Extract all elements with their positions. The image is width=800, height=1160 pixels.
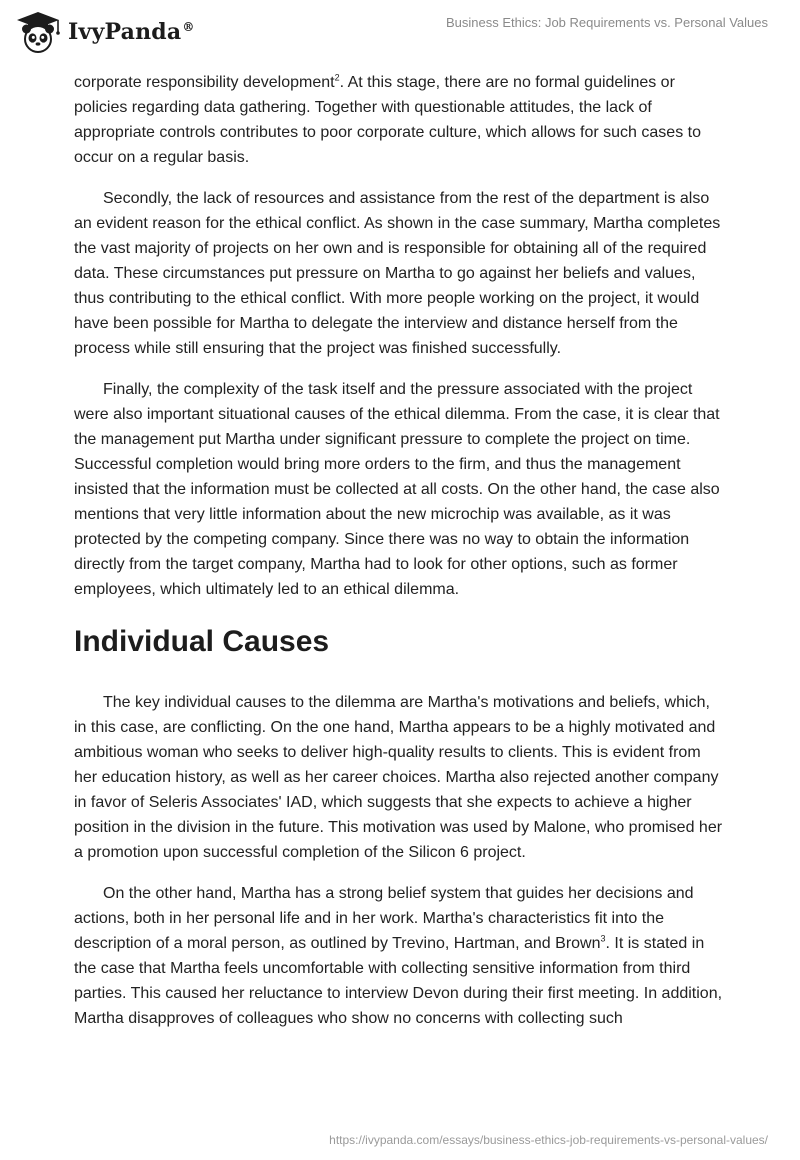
paragraph-2: Secondly, the lack of resources and assistance from the rest of the department is also an evident reason for the ethical conflict. As shown in the case summary, Martha completes the vast majority of projects on her own and is responsible for obtaining all of the required data. These circumstances put pressure on Martha to go against her beliefs and values, thus contributing to the ethical conflict. With more people working on the project, it would have been possible for Martha to delegate the interview and distance herself from the process while still ensuring that the project was finished successfully. bbox=[74, 190, 721, 357]
paragraph-5 bbox=[74, 881, 726, 1031]
registered-mark: ® bbox=[182, 19, 195, 34]
paragraph-1-text-b: . At this stage, there are no formal guidelines or policies regarding data gathering. Together with questionable attitudes, the lack of appropriate controls contributes to poor corporate culture, which allows for such cases to occur on a regular basis. bbox=[74, 74, 701, 166]
essay-body bbox=[74, 70, 726, 1047]
paragraph-1-text-a: corporate responsibility development bbox=[74, 74, 335, 91]
footnote-ref-3[interactable]: 3 bbox=[600, 933, 606, 944]
paragraph-3: Finally, the complexity of the task itself and the pressure associated with the project were also important situational causes of the ethical dilemma. From the case, it is clear that the management put Martha under significant pressure to complete the project on time. Successful completion would bring more orders to the firm, and thus the management insisted that the information must be collected at all costs. On the other hand, the case also mentions that very little information about the new microchip was available, as it was protected by the competing company. Since there was no way to obtain the information directly from the target company, Martha had to look for other options, such as former employees, which ultimately led to an ethical dilemma. bbox=[74, 381, 720, 598]
paragraph-4: The key individual causes to the dilemma are Martha's motivations and beliefs, which, in this case, are conflicting. On the one hand, Martha appears to be a highly motivated and ambitious woman who seeks to deliver high-quality results to clients. This is evident from her education history, as well as her career choices. Martha also rejected another company in favor of Seleris Associates' IAD, which suggests that she expects to achieve a higher position in the division in the future. This motivation was used by Malone, who promised her a promotion upon successful completion of the Silicon 6 project. bbox=[74, 694, 723, 861]
brand-logo[interactable] bbox=[14, 10, 195, 54]
section-heading-individual-causes: Individual Causes bbox=[74, 625, 330, 658]
paragraph-5-text-a: On the other hand, Martha has a strong belief system that guides her decisions and actions, both in her personal life and in her work. Martha's characteristics fit into the description of a moral person, as outlined by Trevino, Hartman, and Brown bbox=[74, 885, 694, 952]
paragraph-1 bbox=[74, 70, 726, 170]
footnote-ref-2[interactable]: 2 bbox=[334, 72, 340, 83]
brand-name: IvyPanda® bbox=[68, 19, 195, 45]
panda-graduate-icon bbox=[14, 10, 62, 54]
source-url[interactable]: https://ivypanda.com/essays/business-ethics-job-requirements-vs-personal-values/ bbox=[329, 1133, 768, 1147]
document-title: Business Ethics: Job Requirements vs. Personal Values bbox=[445, 15, 768, 30]
paragraph-5-text-b: . It is stated in the case that Martha feels uncomfortable with collecting sensitive information from third parties. This caused her reluctance to interview Devon during their first meeting. In addition, Martha disapproves of colleagues who show no concerns with collecting such bbox=[74, 935, 723, 1027]
page-header bbox=[0, 0, 800, 70]
